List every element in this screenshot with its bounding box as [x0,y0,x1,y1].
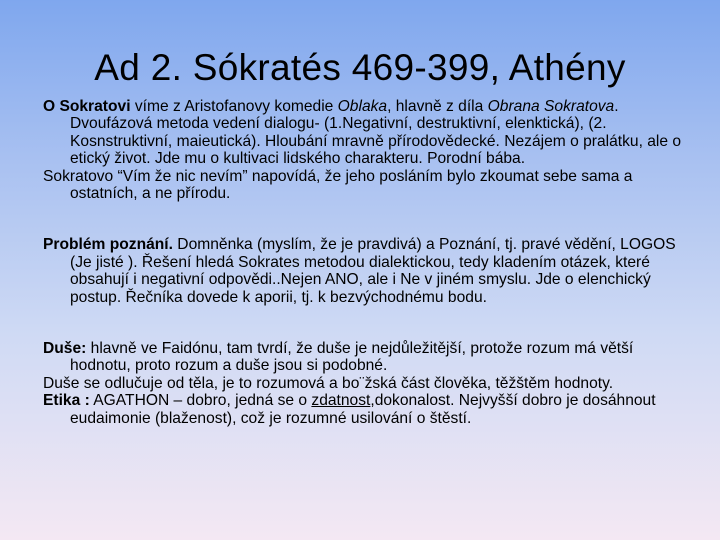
slide-body [43,98,683,427]
text-run: víme z Aristofanovy komedie [130,98,338,115]
text-run: . Dvoufázová metoda vedení dialogu- (1.Negativní, destruktivní, elenktická), (2. Kosnstruktivní, maieutická). Hloubání mravně přírodovědecké. Nezájem o pralátku, ale o etický život. Jde mu o kultivaci lidského charakteru. Porodní bába. [70,98,682,168]
work-title-oblaka: Oblaka [337,98,388,115]
spacer [43,202,683,236]
paragraph-problem-poznani [43,236,683,306]
paragraph-sokrates-sources [43,98,683,168]
lead-o-sokratovi: O Sokratovi [43,98,131,115]
text-run: hlavně ve Faidónu, tam tvrdí, že duše je nejdůležitější, protože rozum má větší hodnotu, proto rozum a duše jsou si podobné. [70,340,634,375]
text-run: Domněnka (myslím, že je pravdivá) a Poznání, tj. pravé vědění, LOGOS (Je jisté ). Řešení hledá Sokrates metodou dialektickou, tedy kladením otázek, které obsahují i negativní odpovědi..Nejen ANO, ale i Ne v jiném smyslu. Jde o elenchický postup. Řečníka dovede k aporii, tj. k bezvýchodnému bodu. [70,236,676,306]
paragraph-duse-odlucuje: Duše se odlučuje od těla, je to rozumová a bo¨žská část člověka, těžštěm hodnoty. [43,374,614,392]
lead-problem-poznani: Problém poznání. [43,236,173,254]
text-run: AGATHON – dobro, jedná se o [89,392,312,410]
paragraph-etika [43,392,683,427]
text-run: ,dokonalost. Nejvyšší dobro je dosáhnout eudaimonie (blaženost), což je rozumné usilování o štěstí. [70,392,656,427]
work-title-obrana: Obrana Sokratova [487,98,615,115]
spacer [43,306,683,340]
lead-etika: Etika : [43,392,90,410]
text-run: , hlavně z díla [387,98,488,115]
slide-title: Ad 2. Sókratés 469-399, Athény [94,47,626,88]
paragraph-vim-ze-nic-nevim: Sokratovo “Vím že nic nevím” napovídá, že jeho posláním bylo zkoumat sebe sama a ostatních, a ne přírodu. [43,167,633,203]
paragraph-duse [43,340,683,375]
underlined-zdatnost: zdatnost [311,392,371,410]
lead-duse: Duše: [43,340,87,358]
